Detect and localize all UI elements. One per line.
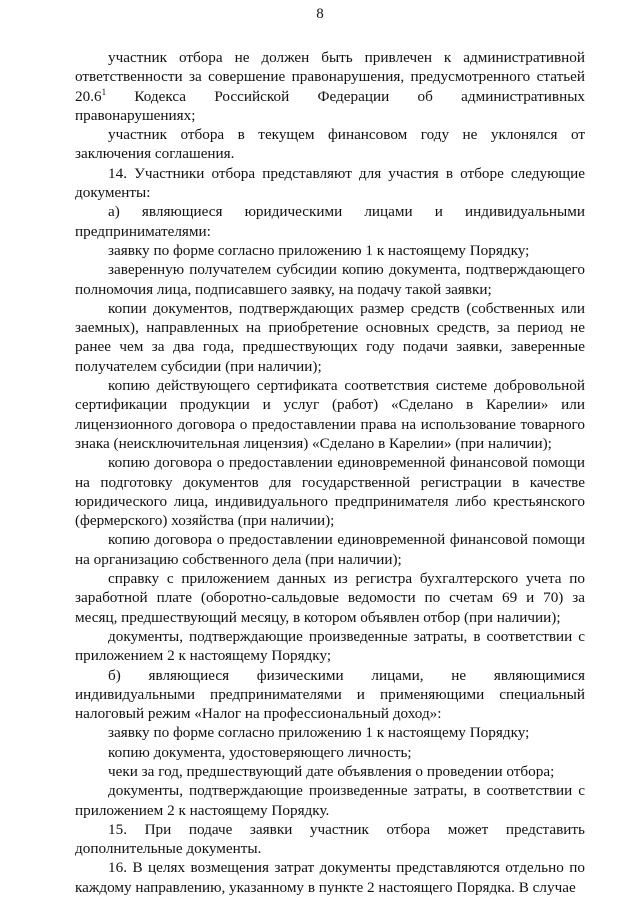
page-number: 8 bbox=[316, 6, 324, 22]
paragraph: 15. При подаче заявки участник отбора может представить дополнительные документы. bbox=[75, 820, 585, 858]
paragraph: копию документа, удостоверяющего личность; bbox=[108, 743, 412, 761]
paragraph: заявку по форме согласно приложению 1 к настоящему Порядку; bbox=[108, 724, 530, 742]
paragraph: копию договора о предоставлении единовременной финансовой помощи на подготовку документов для государственной регистрации в качестве юридического лица, индивидуального предпринимателя либо крестьянского (фермерского) хозяйства (при наличии); bbox=[75, 454, 585, 530]
paragraph-text-continued: Кодекса Российской Федерации об административных правонарушениях; bbox=[75, 87, 585, 124]
superscript: 1 bbox=[101, 86, 107, 97]
paragraph: участник отбора в текущем финансовом году не уклонялся от заключения соглашения. bbox=[75, 126, 585, 163]
paragraph: копию действующего сертификата соответствия системе добровольной сертификации продукции и услуг (работ) «Сделано в Карелии» или лицензионного договора о предоставлении права на использование товарного знака (неисключительная лицензия) «Сделано в Карелии» (при наличии); bbox=[75, 377, 585, 452]
document-body bbox=[75, 48, 585, 897]
paragraph: 14. Участники отбора представляют для участия в отборе следующие документы: bbox=[75, 164, 585, 202]
paragraph bbox=[75, 48, 585, 125]
paragraph: а) являющиеся юридическими лицами и индивидуальными предпринимателями: bbox=[75, 203, 585, 240]
paragraph: копии документов, подтверждающих размер средств (собственных или заемных), направленных на приобретение основных средств, за период не ранее чем за два года, предшествующих году подачи заявки, заверенные получателем субсидии (при наличии); bbox=[75, 299, 585, 375]
paragraph: справку с приложением данных из регистра бухгалтерского учета по заработной плате (оборотно-сальдовые ведомости по счетам 69 и 70) за месяц, предшествующий месяцу, в котором объявлен отбор (при наличии); bbox=[75, 570, 585, 626]
paragraph: копию договора о предоставлении единовременной финансовой помощи на организацию собственного дела (при наличии); bbox=[75, 531, 585, 568]
paragraph: чеки за год, предшествующий дате объявления о проведении отбора; bbox=[108, 762, 555, 780]
paragraph: б) являющиеся физическими лицами, не являющимися индивидуальными предпринимателями и применяющими специальный налоговый режим «Налог на профессиональный доход»: bbox=[75, 666, 585, 723]
paragraph: документы, подтверждающие произведенные затраты, в соответствии с приложением 2 к настоящему Порядку; bbox=[75, 627, 585, 665]
paragraph: документы, подтверждающие произведенные затраты, в соответствии с приложением 2 к настоящему Порядку. bbox=[75, 782, 585, 819]
paragraph: 16. В целях возмещения затрат документы представляются отдельно по каждому направлению, указанному в пункте 2 настоящего Порядка. В случае bbox=[75, 859, 585, 896]
paragraph-text: участник отбора не должен быть привлечен к административной ответственности за совершение правонарушения, предусмотренного статьей 20.6 bbox=[75, 49, 585, 105]
paragraph: заявку по форме согласно приложению 1 к настоящему Порядку; bbox=[108, 241, 530, 259]
paragraph: заверенную получателем субсидии копию документа, подтверждающего полномочия лица, подписавшего заявку, на подачу такой заявки; bbox=[75, 261, 585, 298]
